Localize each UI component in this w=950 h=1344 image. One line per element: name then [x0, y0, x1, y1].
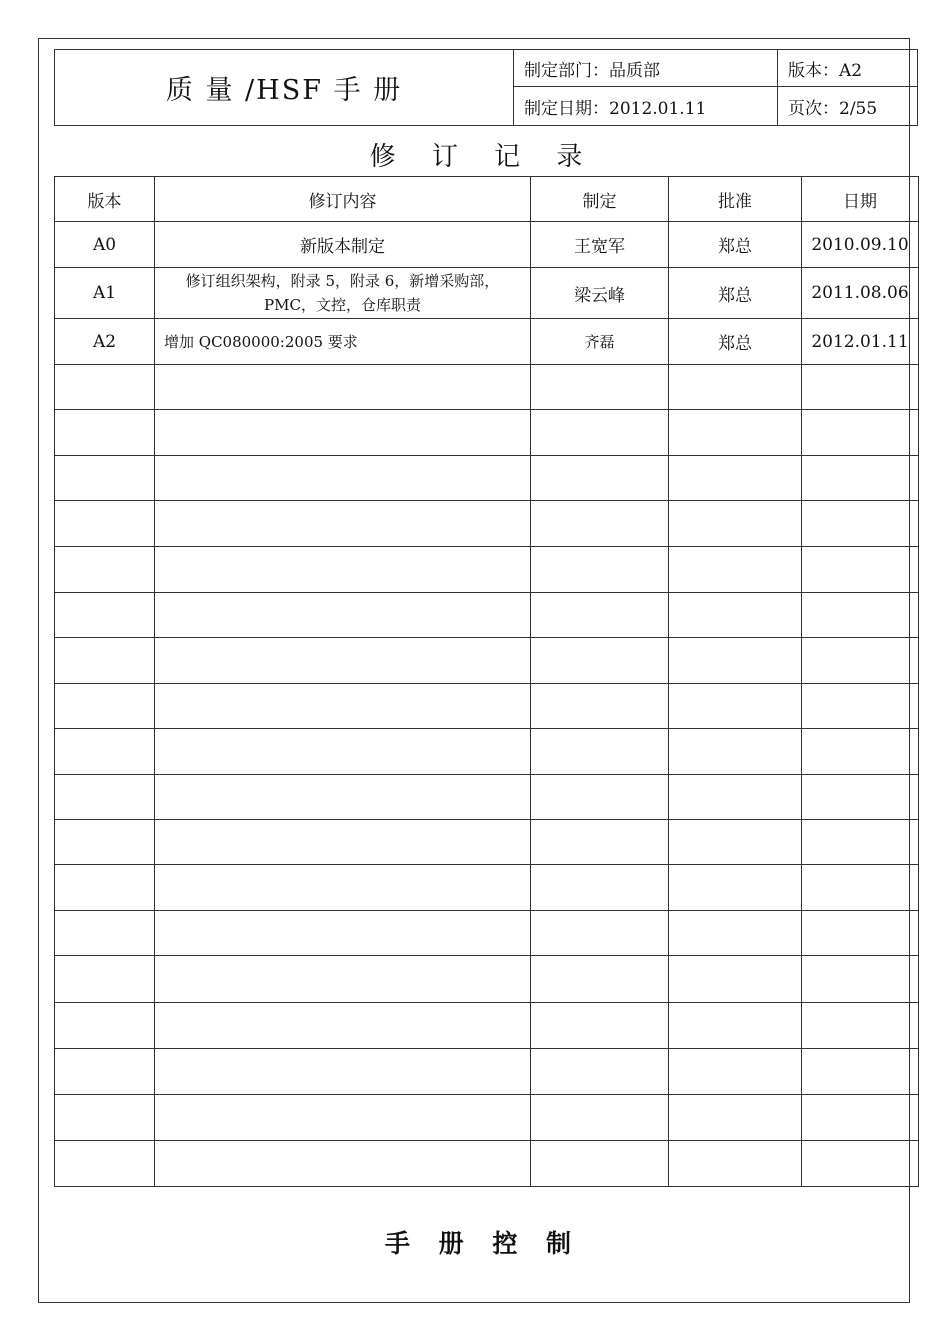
empty-cell: [155, 684, 531, 729]
empty-cell: [155, 820, 531, 865]
empty-cell: [155, 410, 531, 456]
empty-table-row: [55, 865, 919, 911]
empty-cell: [531, 729, 669, 775]
empty-table-row: [55, 547, 919, 593]
cell-content: 增加 QC080000:2005 要求: [155, 319, 531, 365]
empty-cell: [155, 1141, 531, 1187]
empty-cell: [802, 865, 919, 911]
empty-cell: [802, 1049, 919, 1095]
empty-cell: [55, 1141, 155, 1187]
empty-cell: [55, 638, 155, 684]
empty-cell: [802, 638, 919, 684]
empty-cell: [155, 775, 531, 820]
empty-cell: [802, 1141, 919, 1187]
cell-author: 王宽军: [531, 222, 669, 268]
empty-table-row: [55, 1095, 919, 1141]
version-field: 版本：A2: [778, 50, 917, 87]
empty-cell: [55, 593, 155, 638]
empty-table-row: [55, 775, 919, 820]
empty-cell: [531, 456, 669, 501]
empty-table-row: [55, 729, 919, 775]
cell-version: A0: [55, 222, 155, 268]
empty-table-row: [55, 365, 919, 410]
empty-cell: [669, 456, 802, 501]
empty-cell: [55, 911, 155, 956]
table-row: [55, 222, 919, 268]
empty-cell: [802, 593, 919, 638]
empty-cell: [155, 593, 531, 638]
empty-cell: [531, 365, 669, 410]
empty-cell: [531, 911, 669, 956]
empty-cell: [669, 684, 802, 729]
empty-cell: [669, 775, 802, 820]
empty-cell: [531, 410, 669, 456]
revision-table: [54, 176, 919, 1187]
empty-table-row: [55, 1049, 919, 1095]
date-field: 制定日期：2012.01.11: [514, 87, 778, 125]
cell-date: 2010.09.10: [802, 222, 919, 268]
manual-title: 质 量 /HSF 手 册: [55, 50, 514, 125]
empty-cell: [55, 1095, 155, 1141]
empty-cell: [531, 1003, 669, 1049]
empty-cell: [531, 775, 669, 820]
manual-control-title: 手 册 控 制: [384, 1229, 582, 1258]
col-version: 版本: [55, 177, 155, 222]
empty-cell: [155, 456, 531, 501]
empty-cell: [802, 365, 919, 410]
empty-cell: [531, 593, 669, 638]
cell-date: 2012.01.11: [802, 319, 919, 365]
cell-approver: 郑总: [669, 222, 802, 268]
empty-cell: [155, 365, 531, 410]
empty-cell: [669, 865, 802, 911]
page-field: 页次：2/55: [788, 98, 878, 119]
cell-approver: 郑总: [669, 319, 802, 365]
empty-cell: [155, 1049, 531, 1095]
empty-cell: [55, 729, 155, 775]
empty-table-row: [55, 638, 919, 684]
empty-cell: [669, 410, 802, 456]
empty-table-row: [55, 410, 919, 456]
empty-cell: [802, 547, 919, 593]
empty-cell: [669, 820, 802, 865]
empty-cell: [155, 729, 531, 775]
table-header-row: [55, 177, 919, 222]
empty-cell: [155, 638, 531, 684]
empty-cell: [802, 1003, 919, 1049]
col-date: 日期: [802, 177, 919, 222]
document-header: [54, 49, 918, 126]
empty-cell: [55, 684, 155, 729]
empty-table-row: [55, 956, 919, 1003]
empty-cell: [531, 865, 669, 911]
empty-cell: [55, 1049, 155, 1095]
section-title: 修 订 记 录: [369, 142, 597, 172]
empty-cell: [669, 1141, 802, 1187]
empty-cell: [531, 684, 669, 729]
cell-author: 齐磊: [531, 319, 669, 365]
empty-cell: [155, 501, 531, 547]
col-content: 修订内容: [155, 177, 531, 222]
empty-table-row: [55, 684, 919, 729]
empty-cell: [55, 775, 155, 820]
empty-cell: [531, 1095, 669, 1141]
empty-cell: [802, 456, 919, 501]
empty-cell: [802, 775, 919, 820]
table-row: [55, 319, 919, 365]
empty-cell: [55, 410, 155, 456]
empty-cell: [55, 865, 155, 911]
empty-cell: [802, 1095, 919, 1141]
empty-cell: [669, 911, 802, 956]
empty-cell: [531, 638, 669, 684]
empty-cell: [669, 547, 802, 593]
empty-cell: [669, 1095, 802, 1141]
empty-cell: [531, 547, 669, 593]
empty-table-row: [55, 593, 919, 638]
empty-cell: [55, 456, 155, 501]
empty-cell: [155, 1095, 531, 1141]
cell-author: 梁云峰: [531, 268, 669, 319]
empty-cell: [531, 956, 669, 1003]
empty-cell: [55, 820, 155, 865]
empty-cell: [669, 365, 802, 410]
empty-cell: [669, 638, 802, 684]
empty-cell: [55, 547, 155, 593]
empty-cell: [55, 1003, 155, 1049]
empty-cell: [531, 1141, 669, 1187]
cell-content: 修订组织架构，附录 5，附录 6，新增采购部，PMC，文控，仓库职责: [155, 268, 531, 319]
empty-cell: [802, 501, 919, 547]
empty-cell: [802, 729, 919, 775]
empty-cell: [669, 1049, 802, 1095]
empty-cell: [669, 956, 802, 1003]
empty-table-row: [55, 1141, 919, 1187]
empty-cell: [155, 1003, 531, 1049]
empty-table-row: [55, 1003, 919, 1049]
empty-cell: [155, 956, 531, 1003]
empty-cell: [55, 956, 155, 1003]
cell-version: A1: [55, 268, 155, 319]
empty-table-row: [55, 911, 919, 956]
empty-cell: [802, 956, 919, 1003]
empty-cell: [802, 684, 919, 729]
cell-approver: 郑总: [669, 268, 802, 319]
cell-content: 新版本制定: [155, 222, 531, 268]
empty-cell: [155, 547, 531, 593]
table-row: [55, 268, 919, 319]
col-author: 制定: [531, 177, 669, 222]
empty-cell: [155, 865, 531, 911]
empty-cell: [55, 501, 155, 547]
empty-cell: [669, 501, 802, 547]
cell-version: A2: [55, 319, 155, 365]
empty-table-row: [55, 820, 919, 865]
empty-cell: [55, 365, 155, 410]
empty-cell: [802, 410, 919, 456]
empty-table-row: [55, 501, 919, 547]
empty-cell: [531, 820, 669, 865]
empty-cell: [155, 911, 531, 956]
empty-cell: [802, 820, 919, 865]
empty-table-row: [55, 456, 919, 501]
empty-cell: [669, 1003, 802, 1049]
empty-cell: [531, 1049, 669, 1095]
col-approver: 批准: [669, 177, 802, 222]
empty-cell: [669, 729, 802, 775]
empty-cell: [669, 593, 802, 638]
empty-cell: [802, 911, 919, 956]
cell-date: 2011.08.06: [802, 268, 919, 319]
empty-cell: [531, 501, 669, 547]
dept-field: 制定部门：品质部: [514, 50, 778, 87]
